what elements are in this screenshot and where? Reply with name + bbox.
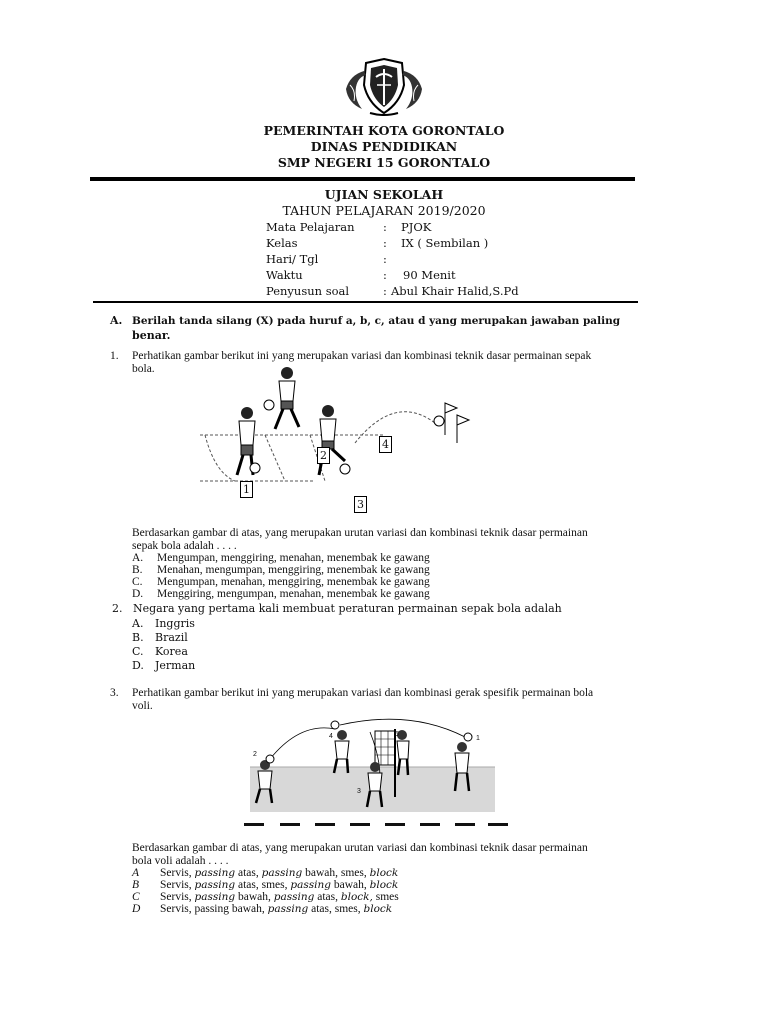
player-figure xyxy=(319,405,345,475)
q3-number: 3. xyxy=(110,687,119,699)
section-instruction-line1: Berilah tanda silang (X) pada huruf a, b, c, atau d yang merupakan jawaban paling xyxy=(132,315,621,327)
dash xyxy=(280,823,300,826)
volley-label-3: 3 xyxy=(357,788,361,795)
italic-term: passing xyxy=(273,891,315,903)
ball xyxy=(331,721,339,729)
italic-term: block xyxy=(369,867,399,879)
dash xyxy=(244,823,264,826)
soccer-figure xyxy=(195,363,495,488)
ball xyxy=(266,755,274,763)
q3-text-line2: voli. xyxy=(132,700,153,712)
figure-label-1: 1 xyxy=(240,481,253,498)
meta-sep: : xyxy=(383,268,387,282)
q1-number: 1. xyxy=(110,350,119,362)
italic-term: block xyxy=(369,879,399,891)
q3-option-letter: A xyxy=(132,867,140,879)
meta-label: Waktu xyxy=(266,268,303,282)
meta-divider xyxy=(93,301,638,303)
q1-option-d[interactable]: Menggiring, mengumpan, menahan, menembak ke gawang xyxy=(157,588,430,600)
meta-label: Penyusun soal xyxy=(266,284,350,298)
q2-text: Negara yang pertama kali membuat peraturan permainan sepak bola adalah xyxy=(133,602,562,615)
italic-term: passing xyxy=(194,879,236,891)
header-school: SMP NEGERI 15 GORONTALO xyxy=(277,155,491,170)
volley-label-4: 4 xyxy=(329,733,333,740)
meta-sep: : xyxy=(383,252,387,266)
q2-number: 2. xyxy=(112,602,123,615)
italic-term: block xyxy=(363,903,393,915)
q2-option-letter: D. xyxy=(132,659,144,672)
ball xyxy=(464,733,472,741)
school-emblem xyxy=(340,55,428,117)
dash xyxy=(488,823,508,826)
player-figure xyxy=(275,367,299,429)
q3-option-c[interactable] xyxy=(160,891,399,904)
q3-after-line1: Berdasarkan gambar di atas, yang merupakan urutan variasi dan kombinasi teknik dasar permainan xyxy=(132,842,588,854)
q1-option-letter: A. xyxy=(132,552,144,564)
meta-sep: : xyxy=(383,220,387,234)
volley-label-1: 1 xyxy=(476,735,480,742)
option-text: atas, smes, xyxy=(235,879,291,891)
option-text: smes xyxy=(372,891,399,903)
q3-option-letter: B xyxy=(132,879,140,891)
italic-term: passing xyxy=(194,891,236,903)
meta-value: PJOK xyxy=(401,220,432,234)
meta-label: Mata Pelajaran xyxy=(266,220,355,234)
figure-label-2: 2 xyxy=(317,447,330,464)
meta-value: IX ( Sembilan ) xyxy=(401,236,489,250)
q1-option-a[interactable]: Mengumpan, menggiring, menahan, menembak ke gawang xyxy=(157,552,430,564)
meta-value: Abul Khair Halid,S.Pd xyxy=(391,284,519,298)
option-text: atas, smes, xyxy=(308,903,364,915)
q1-option-b[interactable]: Menahan, mengumpan, menggiring, menembak ke gawang xyxy=(157,564,430,576)
q1-text-line2: bola. xyxy=(132,363,155,375)
option-text: bawah, smes, xyxy=(302,867,370,879)
italic-term: passing xyxy=(261,867,303,879)
q3-after-line2: bola voli adalah . . . . xyxy=(132,855,229,867)
option-text: atas, xyxy=(235,867,262,879)
q3-text-line1: Perhatikan gambar berikut ini yang merupakan variasi dan kombinasi gerak spesifik permainan bola xyxy=(132,687,594,699)
dash xyxy=(420,823,440,826)
italic-term: passing xyxy=(290,879,331,891)
header-divider xyxy=(90,177,635,181)
q2-option-a[interactable]: Inggris xyxy=(155,617,195,630)
option-text: bawah, xyxy=(330,879,370,891)
q1-text-line1: Perhatikan gambar berikut ini yang merupakan variasi dan kombinasi teknik dasar permainan sepak xyxy=(132,350,592,362)
option-text: Servis, xyxy=(160,879,195,891)
q1-option-c[interactable]: Mengumpan, menahan, menggiring, menembak ke gawang xyxy=(157,576,430,588)
q3-option-letter: D xyxy=(132,903,141,915)
option-text: bawah, xyxy=(235,891,274,903)
header-department: DINAS PENDIDIKAN xyxy=(310,139,458,154)
dash xyxy=(455,823,475,826)
italic-term: passing xyxy=(267,903,309,915)
q3-option-a[interactable] xyxy=(160,867,398,880)
q1-option-letter: B. xyxy=(132,564,143,576)
goal-flag-icon xyxy=(445,403,469,443)
meta-sep: : xyxy=(383,236,387,250)
dash xyxy=(315,823,335,826)
q2-option-letter: A. xyxy=(132,617,144,630)
meta-label: Hari/ Tgl xyxy=(266,252,319,266)
q1-option-letter: C. xyxy=(132,576,143,588)
section-marker: A. xyxy=(110,314,123,327)
q2-option-d[interactable]: Jerman xyxy=(155,659,196,672)
q3-option-letter: C xyxy=(132,891,140,903)
q1-after-line1: Berdasarkan gambar di atas, yang merupakan urutan variasi dan kombinasi teknik dasar permainan xyxy=(132,527,588,539)
exam-year: TAHUN PELAJARAN 2019/2020 xyxy=(282,203,486,218)
q3-option-b[interactable] xyxy=(160,879,398,892)
header-government: PEMERINTAH KOTA GORONTALO xyxy=(263,123,505,138)
option-text: Servis, xyxy=(160,867,195,879)
option-text: Servis, passing bawah, xyxy=(160,903,268,915)
q2-option-letter: B. xyxy=(132,631,144,644)
ball xyxy=(434,416,444,426)
exam-title: UJIAN SEKOLAH xyxy=(324,187,444,202)
italic-term: block, xyxy=(340,891,373,903)
ball xyxy=(264,400,274,410)
q2-option-letter: C. xyxy=(132,645,144,658)
q1-option-letter: D. xyxy=(132,588,144,600)
option-text: Servis, xyxy=(160,891,195,903)
meta-sep: : xyxy=(383,284,387,298)
meta-label: Kelas xyxy=(266,236,298,250)
ball xyxy=(340,464,350,474)
volley-label-5: 5 xyxy=(395,731,399,738)
dash xyxy=(350,823,370,826)
q2-option-c[interactable]: Korea xyxy=(155,645,188,658)
q2-option-b[interactable]: Brazil xyxy=(155,631,188,644)
volley-label-2: 2 xyxy=(253,751,257,758)
figure-label-4: 4 xyxy=(379,436,392,453)
section-instruction-line2: benar. xyxy=(132,329,171,342)
q3-option-d[interactable] xyxy=(160,903,392,916)
dash xyxy=(385,823,405,826)
option-text: atas, xyxy=(314,891,341,903)
italic-term: passing xyxy=(194,867,236,879)
meta-value: 90 Menit xyxy=(403,268,456,282)
q1-after-line2: sepak bola adalah . . . . xyxy=(132,540,237,552)
volleyball-figure xyxy=(240,717,502,817)
figure-label-3: 3 xyxy=(354,496,367,513)
ball xyxy=(250,463,260,473)
